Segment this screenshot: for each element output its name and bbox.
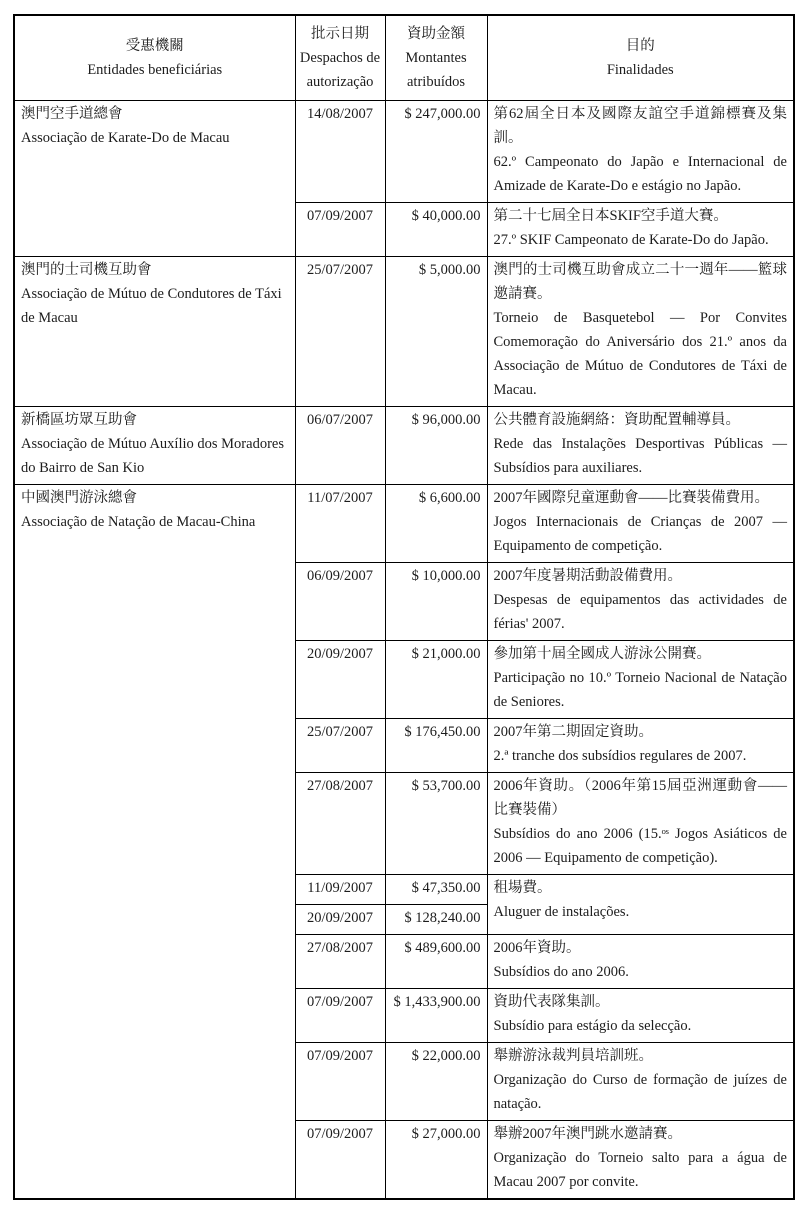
table-row — [14, 407, 794, 485]
date-cell: 07/09/2007 — [295, 1121, 385, 1200]
purpose-cell — [487, 1121, 794, 1200]
date-cell: 06/09/2007 — [295, 563, 385, 641]
amount-cell: $ 27,000.00 — [385, 1121, 487, 1200]
amount-cell: $ 1,433,900.00 — [385, 989, 487, 1043]
purpose-text-zh: 2006年資助。 — [493, 940, 581, 956]
entity-cell — [14, 257, 295, 407]
purpose-text-pt: 2.ª tranche dos subsídios regulares de 2007. — [493, 748, 747, 764]
header-amount-pt: Montantes atribuídos — [405, 50, 467, 90]
purpose-text-pt: Jogos Internacionais de Crianças de 2007 — Equipamento de competição. — [493, 514, 787, 554]
purpose-text-pt: 62.º Campeonato do Japão e Internacional de Amizade de Karate-Do e estágio no Japão. — [493, 154, 787, 194]
purpose-cell — [487, 407, 794, 485]
amount-cell: $ 176,450.00 — [385, 719, 487, 773]
purpose-cell — [487, 203, 794, 257]
purpose-cell — [487, 101, 794, 203]
date-cell: 07/09/2007 — [295, 203, 385, 257]
header-amount — [385, 15, 487, 101]
date-cell: 07/09/2007 — [295, 1043, 385, 1121]
purpose-text-zh: 澳門的士司機互助會成立二十一週年——籃球邀請賽。 — [493, 262, 787, 302]
purpose-text-zh: 資助代表隊集訓。 — [493, 994, 610, 1010]
date-cell: 11/09/2007 — [295, 875, 385, 905]
purpose-text-pt: Organização do Torneio salto para a água de Macau 2007 por convite. — [493, 1150, 787, 1190]
purpose-cell — [487, 485, 794, 563]
date-cell: 07/09/2007 — [295, 989, 385, 1043]
purpose-text-zh: 2007年度暑期活動設備費用。 — [493, 568, 682, 584]
header-purpose — [487, 15, 794, 101]
header-purpose-zh: 目的 — [625, 38, 655, 54]
table-row — [14, 257, 794, 407]
purpose-cell — [487, 875, 794, 935]
date-cell: 06/07/2007 — [295, 407, 385, 485]
purpose-text-pt: Subsídios do ano 2006 (15.ᵒˢ Jogos Asiáticos de 2006 — Equipamento de competição). — [493, 826, 787, 866]
table-row — [14, 485, 794, 563]
header-date — [295, 15, 385, 101]
amount-cell: $ 47,350.00 — [385, 875, 487, 905]
date-cell: 11/07/2007 — [295, 485, 385, 563]
entity-cell — [14, 101, 295, 257]
amount-cell: $ 21,000.00 — [385, 641, 487, 719]
header-purpose-pt: Finalidades — [606, 62, 674, 78]
amount-cell: $ 6,600.00 — [385, 485, 487, 563]
amount-cell: $ 40,000.00 — [385, 203, 487, 257]
purpose-text-zh: 參加第十屆全國成人游泳公開賽。 — [493, 646, 711, 662]
amount-cell: $ 22,000.00 — [385, 1043, 487, 1121]
purpose-text-pt: Subsídio para estágio da selecção. — [493, 1018, 692, 1034]
entity-name-zh: 澳門的士司機互助會 — [21, 262, 152, 278]
purpose-text-pt: Participação no 10.º Torneio Nacional de Natação de Seniores. — [493, 670, 787, 710]
entity-name-pt: Associação de Karate-Do de Macau — [21, 130, 230, 146]
entity-name-zh: 澳門空手道總會 — [21, 106, 123, 122]
entity-cell — [14, 407, 295, 485]
purpose-text-zh: 第二十七屆全日本SKIF空手道大賽。 — [493, 208, 728, 224]
purpose-text-pt: 27.º SKIF Campeonato de Karate-Do do Japão. — [493, 232, 769, 248]
header-amount-zh: 資助金額 — [407, 26, 465, 42]
purpose-cell — [487, 641, 794, 719]
amount-cell: $ 5,000.00 — [385, 257, 487, 407]
purpose-cell — [487, 1043, 794, 1121]
purpose-cell — [487, 989, 794, 1043]
purpose-text-pt: Aluguer de instalações. — [493, 904, 630, 920]
purpose-text-zh: 2007年第二期固定資助。 — [493, 724, 653, 740]
header-entities-zh: 受惠機關 — [125, 38, 184, 54]
purpose-cell — [487, 563, 794, 641]
entity-name-zh: 中國澳門游泳總會 — [21, 490, 137, 506]
date-cell: 25/07/2007 — [295, 719, 385, 773]
header-date-zh: 批示日期 — [311, 26, 369, 42]
amount-cell: $ 489,600.00 — [385, 935, 487, 989]
date-cell: 14/08/2007 — [295, 101, 385, 203]
header-date-pt: Despachos de autorização — [299, 50, 381, 90]
purpose-text-pt: Despesas de equipamentos das actividades de férias' 2007. — [493, 592, 787, 632]
entity-name-pt: Associação de Natação de Macau-China — [21, 514, 256, 530]
date-cell: 27/08/2007 — [295, 935, 385, 989]
header-row — [14, 15, 794, 101]
purpose-text-pt: Subsídios do ano 2006. — [493, 964, 629, 980]
purpose-cell — [487, 257, 794, 407]
amount-cell: $ 96,000.00 — [385, 407, 487, 485]
purpose-text-zh: 公共體育設施網絡：資助配置輔導員。 — [493, 412, 740, 428]
purpose-text-zh: 租場費。 — [493, 880, 552, 896]
purpose-text-zh: 第62屆全日本及國際友誼空手道錦標賽及集訓。 — [493, 106, 787, 146]
entity-name-pt: Associação de Mútuo Auxílio dos Moradores do Bairro de San Kio — [21, 436, 284, 476]
subsidy-table — [13, 14, 795, 1200]
purpose-text-pt: Rede das Instalações Desportivas Públicas — Subsídios para auxiliares. — [493, 436, 787, 476]
entity-name-zh: 新橋區坊眾互助會 — [21, 412, 137, 428]
table-body — [14, 101, 794, 1200]
entity-name-pt: Associação de Mútuo de Condutores de Táxi de Macau — [21, 286, 282, 326]
purpose-text-zh: 2007年國際兒童運動會——比賽裝備費用。 — [493, 490, 769, 506]
purpose-text-zh: 2006年資助。（2006年第15屆亞洲運動會——比賽裝備） — [493, 778, 787, 818]
header-entities-pt: Entidades beneficiárias — [87, 62, 223, 78]
date-cell: 25/07/2007 — [295, 257, 385, 407]
header-entities — [14, 15, 295, 101]
date-cell: 20/09/2007 — [295, 641, 385, 719]
table-header — [14, 15, 794, 101]
table-row — [14, 101, 794, 203]
purpose-text-pt: Torneio de Basquetebol — Por Convites Comemoração do Aniversário dos 21.º anos da Associação de Mútuo de Condutores de Táxi de Macau. — [493, 310, 787, 398]
purpose-text-pt: Organização do Curso de formação de juízes de natação. — [493, 1072, 787, 1112]
purpose-text-zh: 舉辦游泳裁判員培訓班。 — [493, 1048, 653, 1064]
purpose-cell — [487, 719, 794, 773]
purpose-text-zh: 舉辦2007年澳門跳水邀請賽。 — [493, 1126, 682, 1142]
date-cell: 27/08/2007 — [295, 773, 385, 875]
purpose-cell — [487, 935, 794, 989]
purpose-cell — [487, 773, 794, 875]
date-cell: 20/09/2007 — [295, 905, 385, 935]
entity-cell — [14, 485, 295, 1200]
amount-cell: $ 247,000.00 — [385, 101, 487, 203]
amount-cell: $ 53,700.00 — [385, 773, 487, 875]
amount-cell: $ 10,000.00 — [385, 563, 487, 641]
amount-cell: $ 128,240.00 — [385, 905, 487, 935]
